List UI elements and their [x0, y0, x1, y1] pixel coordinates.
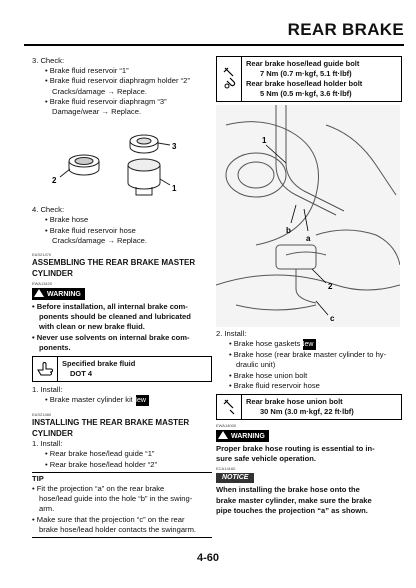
torque-spec-box — [216, 56, 402, 102]
reservoir-figure — [36, 121, 186, 201]
install-item: • Brake hose gasketsNew — [216, 339, 402, 350]
warning-text: • Never use solvents on internal brake com- — [32, 332, 190, 342]
header-rule — [24, 44, 404, 46]
figure-callout: 2 — [52, 176, 57, 186]
brake-hose-routing-figure — [216, 105, 400, 327]
section-heading: CYLINDER — [32, 429, 73, 439]
torque-value: 30 Nm (3.0 m·kgf, 22 ft·lbf) — [260, 407, 354, 417]
warning-text: ponents. — [39, 342, 71, 352]
notice-text: When installing the brake hose onto the — [216, 485, 360, 495]
notice-badge: NOTICE — [216, 473, 254, 483]
figure-callout: 1 — [262, 136, 267, 145]
torque-value: 7 Nm (0.7 m·kgf, 5.1 ft·lbf) — [260, 69, 352, 78]
section-code: EAS21470 — [32, 252, 52, 258]
brake-fluid-spec-box — [32, 356, 212, 382]
spec-label: Specified brake fluid — [62, 359, 136, 369]
tip-text: brake hose/lead holder contacts the swingarm. — [39, 524, 197, 534]
section-heading: ASSEMBLING THE REAR BRAKE MASTER — [32, 258, 196, 268]
section-heading: CYLINDER — [32, 269, 73, 279]
warning-text: Proper brake hose routing is essential to in- — [216, 444, 375, 454]
right-column — [216, 56, 402, 516]
warning-badge: WARNING — [216, 430, 269, 442]
warning-text: sure safe vehicle operation. — [216, 454, 317, 464]
tip-text: arm. — [39, 504, 55, 514]
left-column — [32, 56, 212, 538]
install-item: • Brake master cylinder kitNew — [32, 395, 212, 406]
torque-value: 5 Nm (0.5 m·kgf, 3.6 ft·lbf) — [260, 89, 352, 98]
install-item: • Brake fluid reservoir hose — [229, 380, 320, 390]
figure-callout: a — [306, 234, 311, 243]
tip-text: • Fit the projection “a” on the rear brake — [32, 484, 165, 494]
install-item: • Brake hose (rear brake master cylinder to hy- — [229, 350, 387, 360]
figure-callout: c — [330, 314, 335, 323]
figure-callout: 1 — [172, 184, 177, 194]
torque-wrench-icon — [217, 57, 242, 101]
install-item: • Rear brake hose/lead holder “2” — [45, 459, 157, 469]
install-label: 2. Install: — [216, 329, 247, 338]
section-heading: INSTALLING THE REAR BRAKE MASTER — [32, 418, 190, 428]
new-tag: New — [303, 339, 316, 350]
notice-text: brake master cylinder, make sure the brake — [216, 495, 372, 505]
figure-callout: b — [286, 226, 291, 235]
torque-wrench-icon — [217, 395, 242, 419]
step3-item: Cracks/damage → Replace. — [52, 86, 147, 96]
warning-icon — [218, 431, 228, 439]
step4-item: Cracks/damage → Replace. — [52, 235, 147, 245]
tip-text: hose/lead guide into the hole “b” in the swing- — [39, 494, 193, 504]
step3-item: • Brake fluid reservoir “1” — [45, 66, 129, 76]
torque-label: Rear brake hose/lead holder bolt — [246, 79, 363, 88]
figure-callout: 2 — [328, 282, 333, 291]
tip-label: TIP — [32, 472, 212, 484]
warning-text: • Before installation, all internal brake com- — [32, 302, 188, 312]
step3-item: • Brake fluid reservoir diaphragm “3” — [45, 96, 167, 106]
figure-callout: 3 — [172, 142, 177, 152]
page-number: 4-60 — [196, 552, 220, 564]
step3-item: Damage/wear → Replace. — [52, 107, 142, 117]
step4-item: • Brake hose — [45, 215, 89, 225]
step3-label: 3. Check: — [32, 56, 65, 65]
warning-badge: WARNING — [32, 288, 85, 300]
notice-text: pipe touches the projection “a” as shown. — [216, 505, 368, 515]
warning-code: EWA13420 — [32, 281, 53, 287]
warning-text: ponents should be cleaned and lubricated — [39, 312, 191, 322]
notice-code: ECA14160 — [216, 466, 236, 472]
torque-label: Rear brake hose/lead guide bolt — [246, 59, 360, 68]
spec-value: DOT 4 — [70, 369, 93, 379]
install-label: 1. Install: — [32, 385, 63, 395]
install-item: • Brake hose union bolt — [229, 370, 308, 380]
torque-label: Rear brake hose union bolt — [246, 397, 343, 407]
hand-pointer-icon — [33, 357, 58, 381]
step4-label: 4. Check: — [32, 205, 65, 215]
section-code: EAS21480 — [32, 412, 52, 418]
torque-spec-box — [216, 394, 402, 420]
tip-text: • Make sure that the projection “c” on the rear — [32, 514, 185, 524]
install-item: draulic unit) — [236, 360, 276, 370]
warning-code: EWA14000 — [216, 423, 237, 429]
page-header-title: REAR BRAKE — [287, 20, 404, 39]
step3-item: • Brake fluid reservoir diaphragm holder “2” — [45, 76, 190, 86]
tip-end-rule — [32, 537, 212, 538]
new-tag: New — [136, 395, 149, 406]
warning-icon — [34, 289, 44, 297]
install-label: 1. Install: — [32, 439, 63, 449]
step4-item: • Brake fluid reservoir hose — [45, 225, 136, 235]
install-item: • Rear brake hose/lead guide “1” — [45, 449, 155, 459]
warning-text: with clean or new brake fluid. — [39, 322, 145, 332]
